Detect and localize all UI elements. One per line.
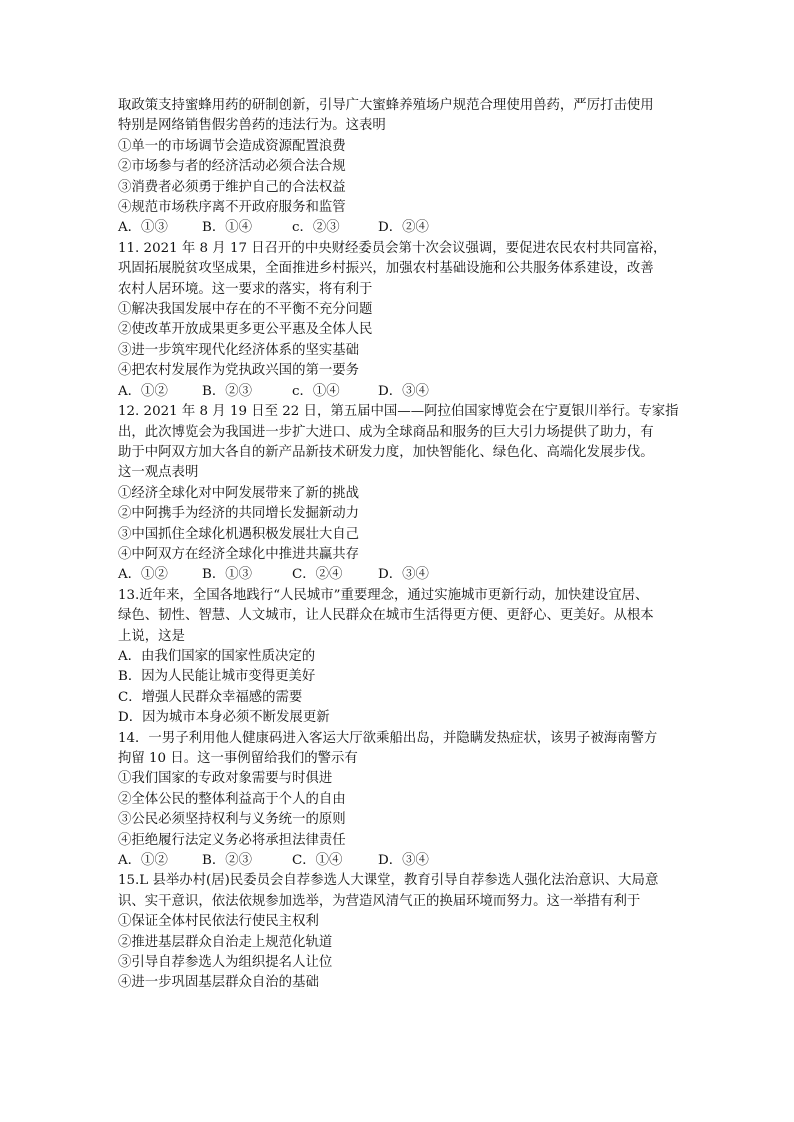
- question-text-line: 拘留 10 日。这一事例留给我们的警示有: [118, 751, 358, 766]
- question-text-line: 特别是网络销售假劣兽药的违法行为。这表明: [118, 118, 386, 134]
- option-a: A．①②: [118, 383, 168, 399]
- question-text-line: 农村人居环境。这一要求的落实，将有利于: [118, 281, 373, 297]
- statement-item: ③消费者必须勇于维护自己的合法权益: [118, 179, 346, 195]
- statement-item: ①保证全体村民依法行使民主权利: [118, 914, 319, 930]
- option-a: A．①③: [118, 220, 168, 236]
- question-text-line: 这一观点表明: [118, 465, 199, 481]
- option-d: D．②④: [378, 220, 429, 236]
- answer-option: B．因为人民能让城市变得更美好: [118, 669, 316, 685]
- question-text-line: 15.L 县举办村(居)民委员会自荐参选人大课堂，教育引导自荐参选人强化法治意识、大局意: [118, 873, 659, 889]
- statement-item: ①解决我国发展中存在的不平衡不充分问题: [118, 302, 373, 318]
- answer-options: [118, 851, 684, 871]
- answer-option: C．增强人民群众幸福感的需要: [118, 689, 303, 705]
- question-text-line: 出，此次博览会为我国进一步扩大进口、成为全球商品和服务的巨大引力场提供了助力，有: [118, 424, 654, 440]
- option-c: c．①④: [292, 383, 340, 399]
- exam-page: [118, 96, 684, 994]
- option-d: D．③④: [378, 853, 429, 869]
- question-13: [118, 586, 684, 729]
- option-d: D．③④: [378, 567, 429, 583]
- question-text-line: 助于中阿双方加大各自的新产品新技术研发力度，加快智能化、绿色化、高端化发展步伐。: [118, 444, 654, 460]
- statement-item: ②使改革开放成果更多更公平惠及全体人民: [118, 322, 373, 338]
- answer-option: A．由我们国家的国家性质决定的: [118, 648, 316, 664]
- option-b: B．①④: [202, 220, 253, 236]
- question-text-line: 巩固拓展脱贫攻坚成果，全面推进乡村振兴，加强农村基础设施和公共服务体系建设，改善: [118, 261, 654, 277]
- question-text-line: 取政策支持蜜蜂用药的研制创新，引导广大蜜蜂养殖场户规范合理使用兽药，严厉打击使用: [118, 98, 654, 113]
- statement-item: ③中国抓住全球化机遇积极发展壮大自己: [118, 526, 360, 542]
- question-15: [118, 871, 684, 993]
- question-text-line: 绿色、韧性、智慧、人文城市，让人民群众在城市生活得更方便、更舒心、更美好。从根本: [118, 608, 654, 624]
- question-12: [118, 402, 684, 586]
- statement-item: ④中阿双方在经济全球化中推进共赢共存: [118, 546, 360, 562]
- statement-item: ②推进基层群众自治走上规范化轨道: [118, 934, 333, 950]
- option-b: B．②③: [202, 853, 253, 869]
- statement-item: ①经济全球化对中阿发展带来了新的挑战: [118, 485, 360, 501]
- option-a: A．①②: [118, 567, 168, 583]
- question-text-line: 上说，这是: [118, 628, 185, 644]
- option-b: B．①③: [202, 567, 253, 583]
- question-text-line: 12. 2021 年 8 月 19 日至 22 日，第五届中国——阿拉伯国家博览会在宁夏银川举行。专家指: [118, 404, 679, 420]
- statement-item: ④规范市场秩序离不开政府服务和监管: [118, 200, 346, 216]
- statement-item: ②中阿携手为经济的共同增长发掘新动力: [118, 506, 360, 522]
- question-text-line: 13.近年来，全国各地践行“人民城市”重要理念，通过实施城市更新行动，加快建设宜居、: [118, 587, 649, 603]
- question-10-continuation: [118, 96, 684, 239]
- statement-item: ②市场参与者的经济活动必须合法合规: [118, 159, 346, 175]
- statement-item: ④进一步巩固基层群众自治的基础: [118, 975, 319, 991]
- option-c: C．①④: [292, 853, 343, 869]
- statement-item: ④拒绝履行法定义务必将承担法律责任: [118, 832, 346, 848]
- answer-options: [118, 382, 684, 402]
- statement-item: ①单一的市场调节会造成资源配置浪费: [118, 138, 346, 154]
- statement-item: ②全体公民的整体利益高于个人的自由: [118, 791, 346, 807]
- statement-item: ③公民必须坚持权利与义务统一的原则: [118, 812, 346, 828]
- statement-item: ③进一步筑牢现代化经济体系的坚实基础: [118, 342, 360, 358]
- question-14: [118, 729, 684, 872]
- question-text-line: 14．一男子利用他人健康码进入客运大厅欲乘船出岛，并隐瞒发热症状，该男子被海南警方: [118, 730, 658, 746]
- option-c: c．②③: [292, 220, 340, 236]
- answer-options: [118, 218, 684, 238]
- statement-item: ①我们国家的专政对象需要与时俱进: [118, 771, 333, 787]
- option-c: C．②④: [292, 567, 343, 583]
- option-a: A．①②: [118, 853, 168, 869]
- option-d: D．③④: [378, 383, 429, 399]
- question-text-line: 识、实干意识，依法依规参加选举，为营造风清气正的换届环境而努力。这一举措有利于: [118, 893, 641, 909]
- statement-item: ④把农村发展作为党执政兴国的第一要务: [118, 363, 360, 379]
- question-text-line: 11. 2021 年 8 月 17 日召开的中央财经委员会第十次会议强调，要促进农民农村共同富裕，: [118, 240, 667, 256]
- question-11: [118, 239, 684, 402]
- answer-options: [118, 565, 684, 585]
- answer-option: D．因为城市本身必须不断发展更新: [118, 710, 330, 726]
- option-b: B．②③: [202, 383, 253, 399]
- statement-item: ③引导自荐参选人为组织提名人让位: [118, 955, 333, 971]
